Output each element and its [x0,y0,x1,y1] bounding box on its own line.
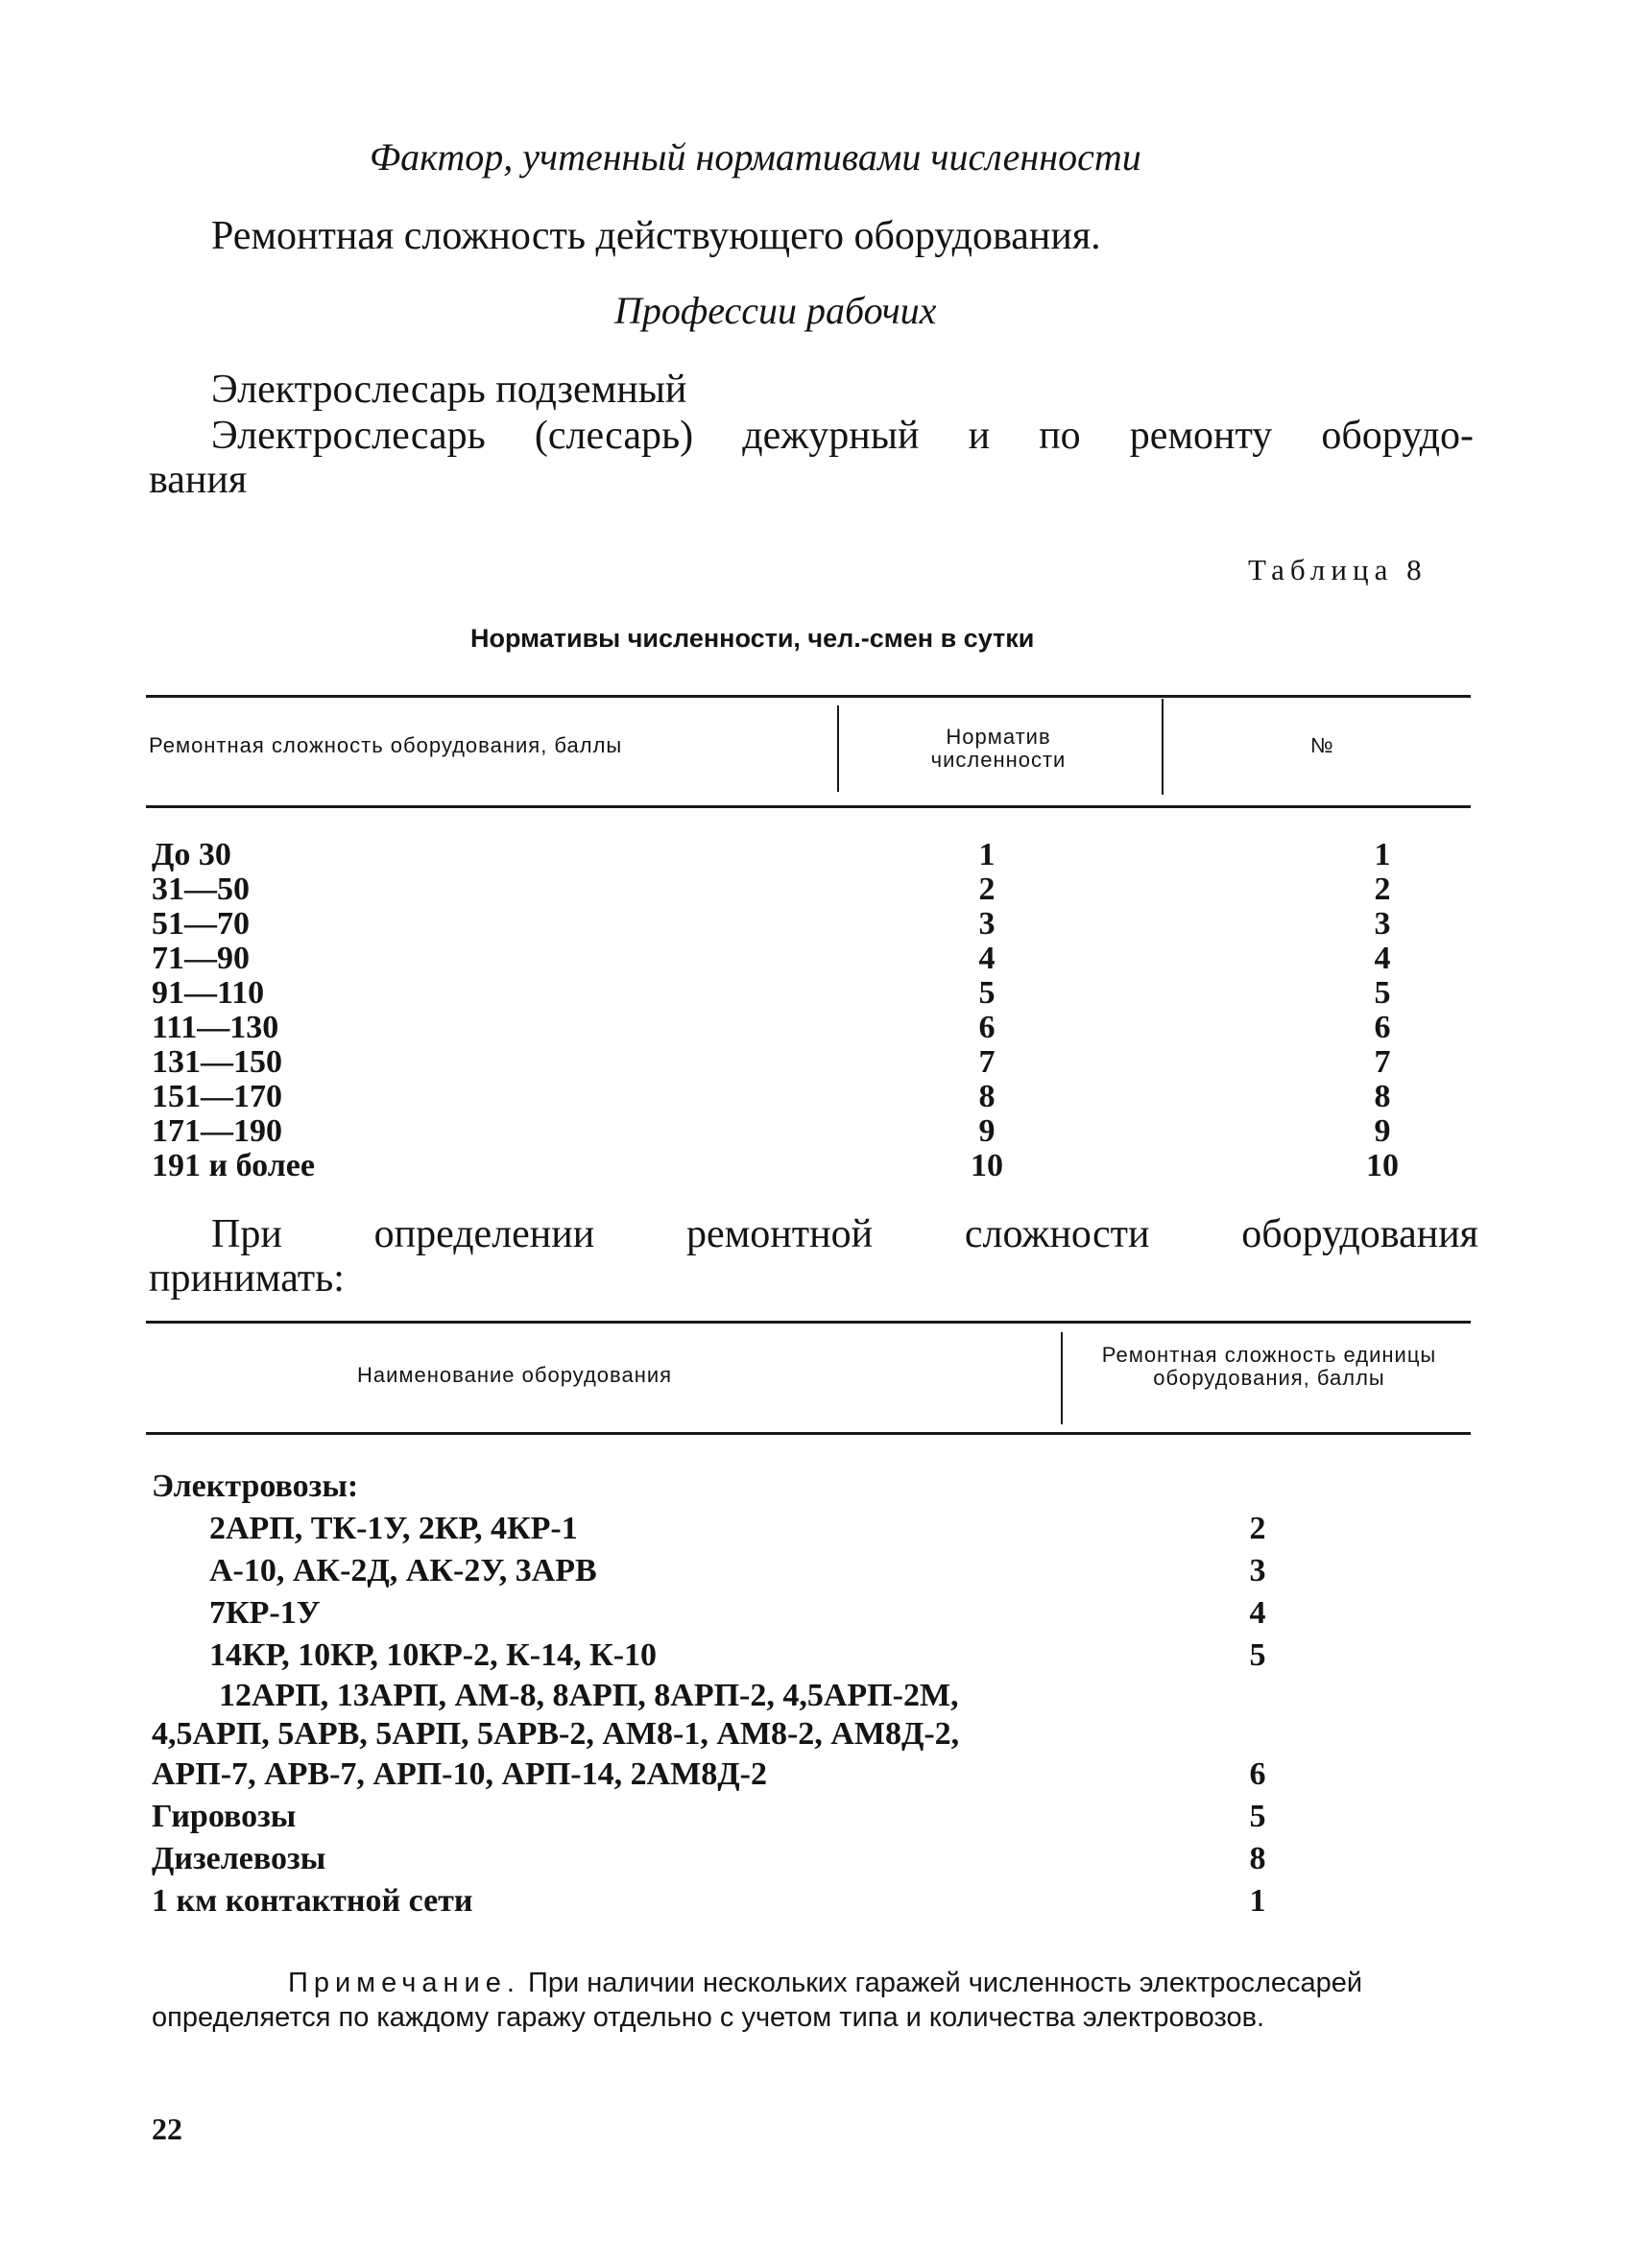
table2-row-name: 14КР, 10КР, 10КР-2, К-14, К-10 [209,1637,658,1673]
table8-row-range: 71—90 [152,941,250,976]
table2-row-name: Дизелевозы [152,1841,326,1876]
table8-row-range: До 30 [152,837,231,872]
intro-word: ремонтной [686,1212,874,1256]
table8-row-norm: 4 [978,941,996,976]
table8-row-range: 131—150 [152,1044,282,1080]
table8-row-range: 151—170 [152,1079,282,1114]
table2-header-name: Наименование оборудования [357,1363,673,1387]
table2-row-score: 5 [1249,1799,1266,1834]
table8-top-rule [146,695,1471,698]
profession-2-word: дежурный [742,414,920,458]
factor-title: Фактор, учтенный нормативами численности [370,135,1141,179]
table8-row-norm: 2 [978,871,996,907]
table8-row-no: 5 [1374,975,1391,1011]
table8-col-divider [837,705,839,792]
table8-row-range: 111—130 [152,1010,279,1045]
table8-header-rule [146,805,1471,808]
table2-group-label: Электровозы: [152,1468,359,1504]
table8-row-norm: 3 [978,906,996,942]
table8-row-norm: 7 [978,1044,996,1080]
table8-row-range: 91—110 [152,975,265,1011]
table8-row-range: 51—70 [152,906,250,942]
table2-row-score: 1 [1249,1883,1266,1919]
table2-row-score: 6 [1249,1756,1266,1792]
table2-row-name: Гировозы [152,1799,297,1834]
table8-row-no: 8 [1374,1079,1391,1114]
table2-row-name: А-10, АК-2Д, АК-2У, 3АРВ [209,1553,597,1588]
table8-row-no: 3 [1374,906,1391,942]
profession-2-word: Электрослесарь [211,414,486,458]
table8-header-range: Ремонтная сложность оборудования, баллы [149,733,623,757]
table8-row-no: 2 [1374,871,1391,907]
note-text: При наличии нескольких гаражей численность электрослесарей определяется по каждому гаражу отдельно с учетом типа и количества электровозов. [152,1968,1363,2033]
intro-word: При [211,1212,282,1256]
profession-2-word: (слесарь) [534,414,694,458]
table2-row-name: 7КР-1У [209,1595,321,1631]
table2-header-rule [146,1432,1471,1435]
table8-row-norm: 8 [978,1079,996,1114]
note [152,1966,1476,2035]
table2-row-score: 2 [1249,1511,1266,1546]
table8-col-divider [1162,699,1164,795]
table8-row-range: 31—50 [152,871,250,907]
table8-row-no: 10 [1366,1148,1399,1183]
table8-header-no: № [1310,733,1334,757]
table2-row-score: 3 [1249,1553,1266,1588]
table2-row-score: 5 [1249,1637,1266,1673]
page-number: 22 [152,2112,182,2146]
table-title: Нормативы численности, чел.-смен в сутки [470,624,1035,653]
table2-top-rule [146,1321,1471,1324]
table8-row-norm: 10 [971,1148,1003,1183]
profession-1: Электрослесарь подземный [211,368,687,412]
table-caption: Таблица 8 [1248,553,1428,586]
intro-word: оборудования [1241,1212,1478,1256]
table2-row-name: 2АРП, ТК-1У, 2КР, 4КР-1 [209,1511,578,1546]
table2-header-score: Ремонтная сложность единицы оборудования, баллы [1101,1343,1437,1390]
table8-row-no: 4 [1374,941,1391,976]
table8-row-range: 171—190 [152,1113,282,1149]
professions-title: Профессии рабочих [614,289,937,332]
intro-line [211,1211,1478,1257]
table8-row-norm: 1 [978,837,996,872]
table2-col-divider [1061,1332,1063,1424]
profession-2-word: ремонту [1129,414,1273,458]
intro-word: сложности [964,1212,1150,1256]
profession-2-cont: вания [149,458,248,502]
factor-text: Ремонтная сложность действующего оборудования. [211,214,1101,258]
profession-2-word: оборудо- [1321,414,1474,458]
profession-2-word: по [1039,414,1081,458]
table2-multi-line: 4,5АРП, 5АРВ, 5АРП, 5АРВ-2, АМ8-1, АМ8-2, АМ8Д-2, [152,1716,960,1752]
table2-multi-line: 12АРП, 13АРП, АМ-8, 8АРП, 8АРП-2, 4,5АРП-2М, [219,1678,959,1713]
profession-2 [211,413,1474,459]
table8-row-norm: 5 [978,975,996,1011]
table8-row-no: 7 [1374,1044,1391,1080]
table2-row-score: 4 [1249,1595,1266,1631]
intro-cont: принимать: [149,1256,345,1301]
table8-row-norm: 9 [978,1113,996,1149]
table8-row-no: 9 [1374,1113,1391,1149]
table8-row-no: 1 [1374,837,1391,872]
table8-header-norm: Норматив численности [930,725,1067,772]
table8-row-range: 191 и более [152,1148,315,1183]
table8-row-norm: 6 [978,1010,996,1045]
table2-row-name: 1 км контактной сети [152,1883,473,1919]
profession-2-word: и [968,414,991,458]
table2-multi-line: АРП-7, АРВ-7, АРП-10, АРП-14, 2АМ8Д-2 [152,1756,767,1792]
table2-row-score: 8 [1249,1841,1266,1876]
table8-row-no: 6 [1374,1010,1391,1045]
note-label: Примечание. [288,1968,520,1998]
intro-word: определении [373,1212,595,1256]
